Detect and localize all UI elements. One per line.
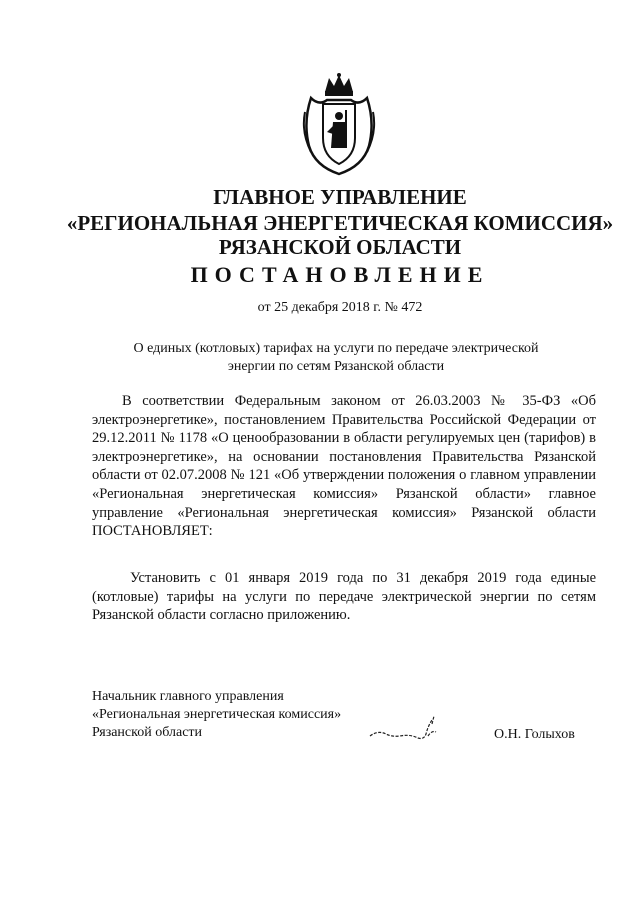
- date-number-line: от 25 декабря 2018 г. № 472: [257, 300, 423, 315]
- body-paragraph-1: В соответствии Федеральным законом от 26.03.2003 № 35-ФЗ «Об электроэнергетике», постановлением Правительства Российской Федерации от 29.12.2011 № 1178 «О ценообразовании в области регулируемых цен (тарифов) в электроэнергетике», на основании постановления Правительства Рязанской области от 02.07.2008 № 121 «Об утверждении положения о главном управлении «Региональная энергетическая комиссия» Рязанской области» главное управление «Региональная энергетическая комиссия» Рязанской области ПОСТАНОВЛЯЕТ:: [92, 393, 596, 540]
- signature-title-line-3: Рязанской области: [92, 725, 203, 740]
- signature-block: [92, 688, 341, 742]
- signature-title-line-1: Начальник главного управления: [92, 689, 284, 704]
- header-line-1: ГЛАВНОЕ УПРАВЛЕНИЕ: [213, 185, 467, 209]
- header-line-3: РЯЗАНСКОЙ ОБЛАСТИ: [218, 235, 462, 259]
- handwritten-signature: [366, 712, 446, 746]
- signature-title-line-2: «Региональная энергетическая комиссия»: [92, 707, 342, 722]
- subject-line-2: энергии по сетям Рязанской области: [227, 359, 445, 374]
- body-paragraph-2: Установить с 01 января 2019 года по 31 декабря 2019 года единые (котловые) тарифы на услуги по передаче электрической энергии по сетям Рязанской области согласно приложению.: [92, 570, 596, 624]
- coat-of-arms-icon: [301, 72, 377, 176]
- header-line-2: «РЕГИОНАЛЬНАЯ ЭНЕРГЕТИЧЕСКАЯ КОМИССИЯ»: [66, 211, 614, 235]
- subject-line-1: О единых (котловых) тарифах на услуги по передаче электрической: [133, 341, 539, 356]
- document-type: ПОСТАНОВЛЕНИЕ: [190, 262, 490, 287]
- signer-name: О.Н. Голыхов: [494, 727, 575, 742]
- document-subject: [0, 340, 640, 376]
